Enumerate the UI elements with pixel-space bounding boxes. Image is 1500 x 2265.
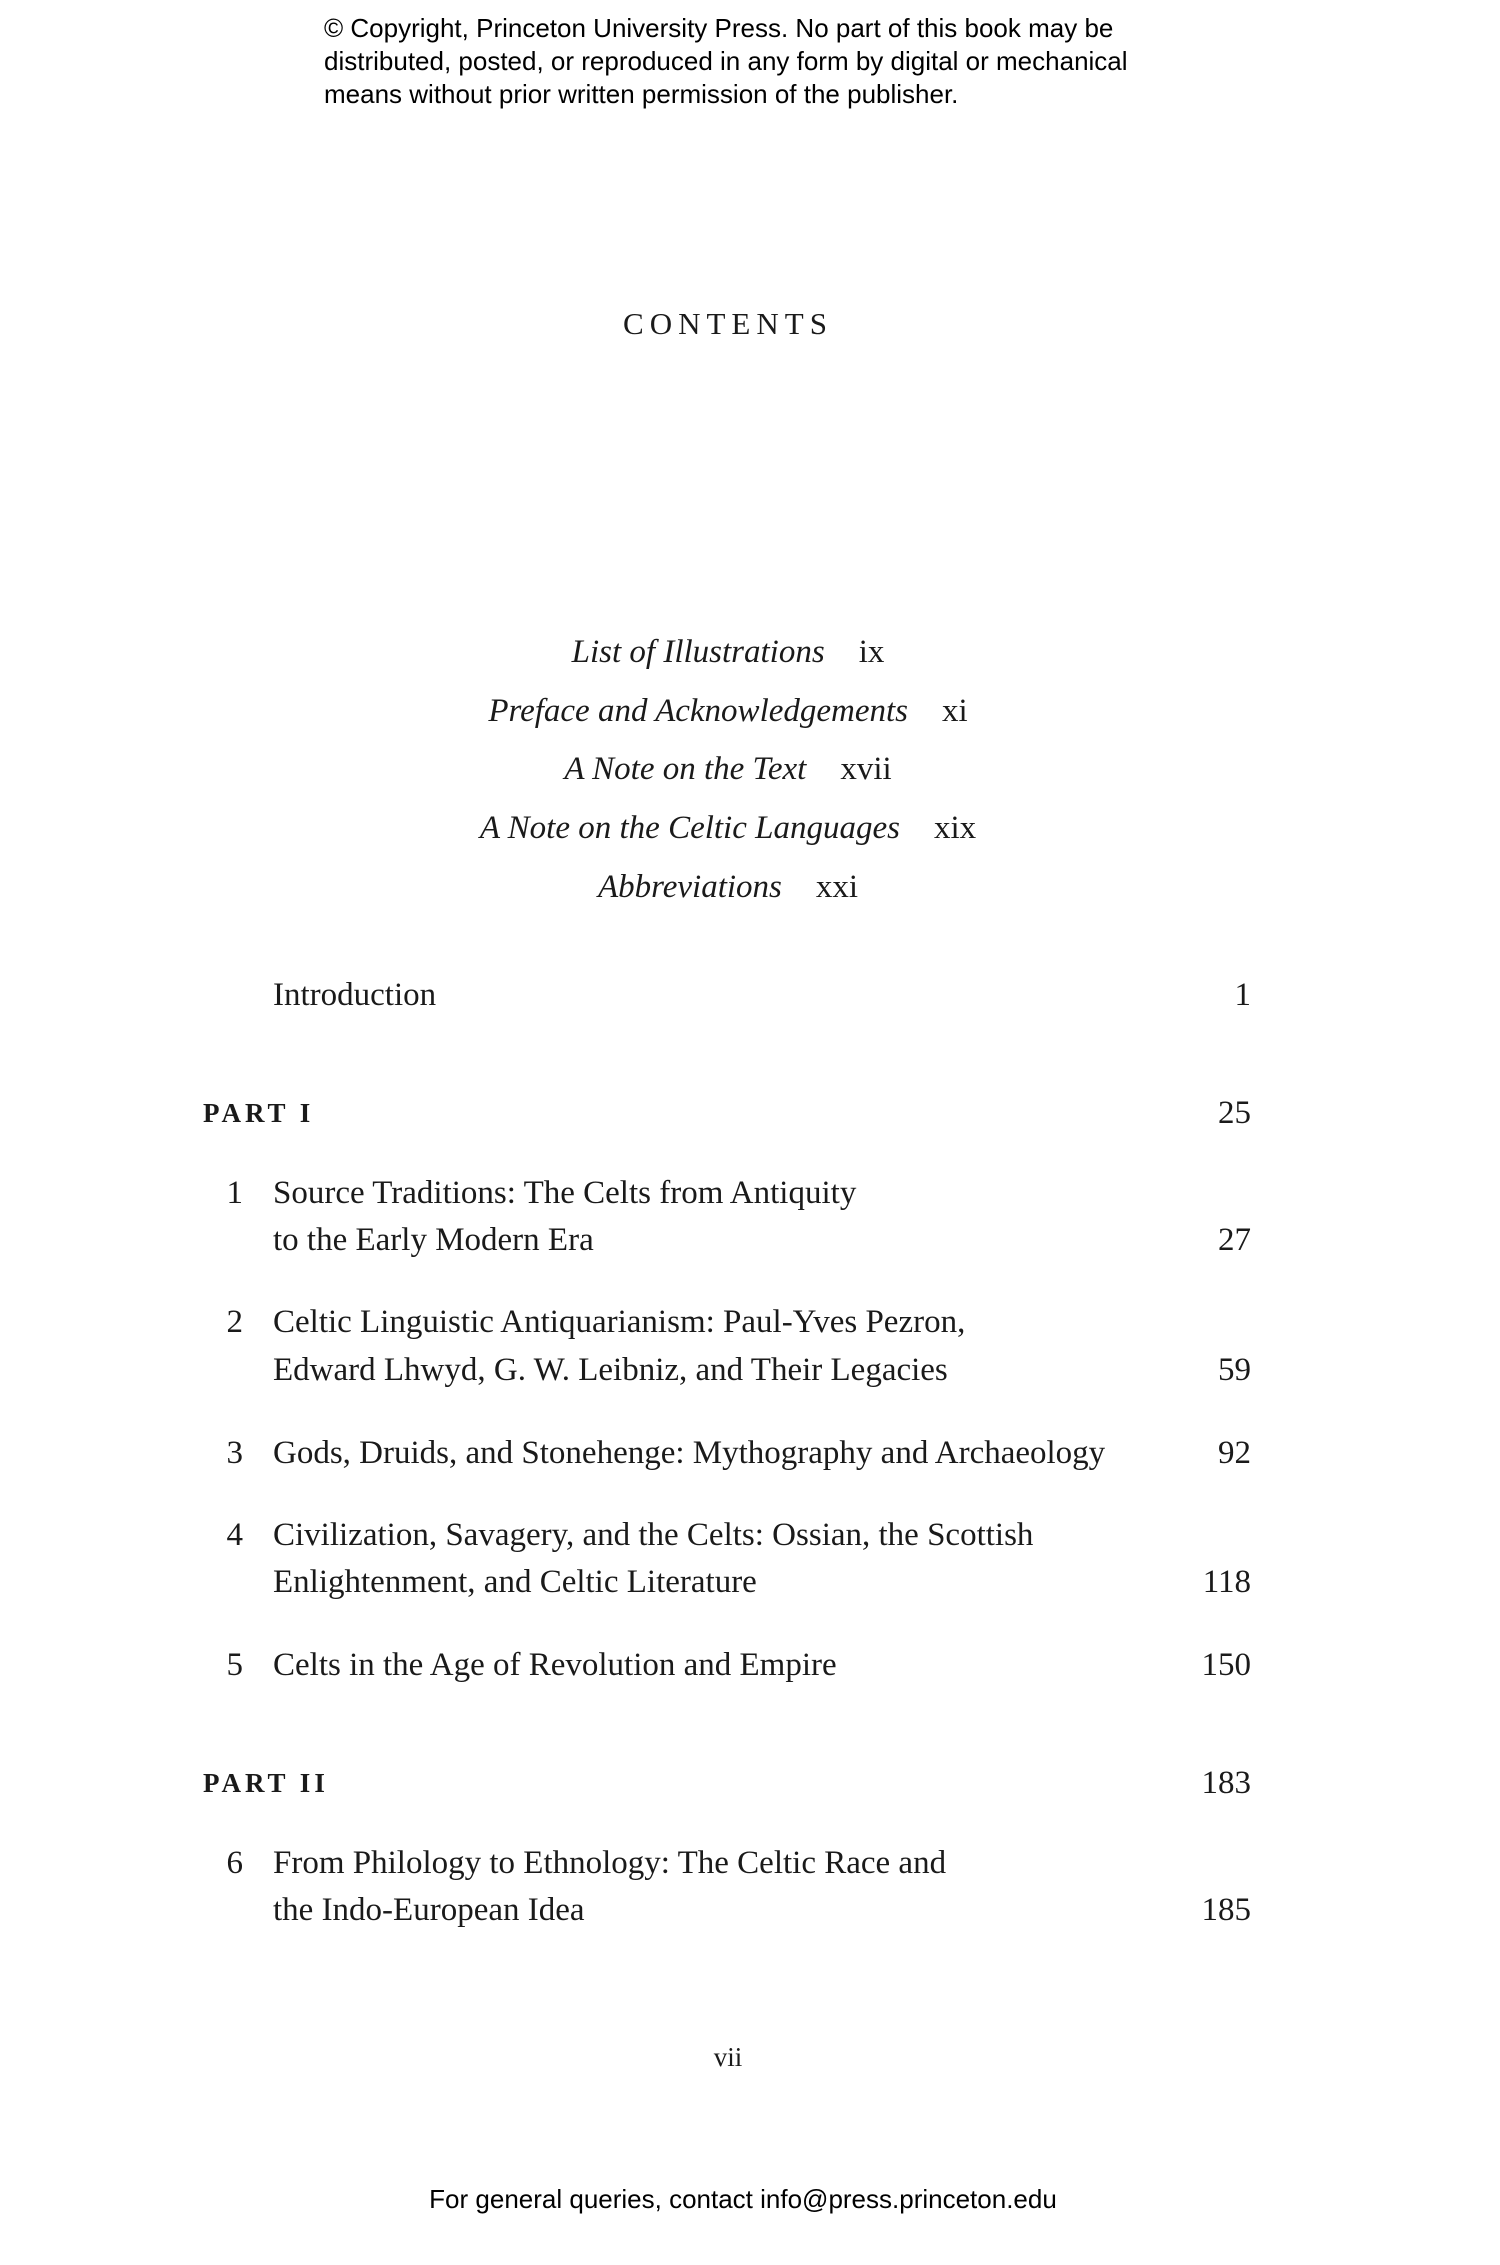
copyright-line: © Copyright, Princeton University Press. No part of this book may be [324, 13, 1114, 43]
part-label: PART II [203, 1768, 329, 1798]
entry-title: Civilization, Savagery, and the Celts: Ossian, the Scottish [273, 1517, 1034, 1553]
entry-page: 183 [1201, 1765, 1251, 1801]
entry-title: Celts in the Age of Revolution and Empire [273, 1647, 837, 1683]
entry-title: List of Illustrations [571, 634, 825, 670]
chapter-number: 1 [226, 1175, 243, 1211]
entry-title: Celtic Linguistic Antiquarianism: Paul-Yves Pezron, [273, 1304, 966, 1340]
front-matter-entry [0, 869, 1456, 906]
chapter-number: 4 [226, 1517, 243, 1553]
entry-page: xi [942, 693, 968, 729]
front-matter-entry [0, 634, 1456, 671]
entry-title: Introduction [273, 977, 437, 1013]
chapter-number: 2 [226, 1304, 243, 1340]
copyright-notice [324, 12, 1224, 111]
copyright-line: distributed, posted, or reproduced in any form by digital or mechanical [324, 46, 1128, 76]
entry-page: 92 [1218, 1435, 1251, 1471]
entry-page: 185 [1201, 1892, 1251, 1928]
part-label: PART I [203, 1098, 315, 1128]
entry-title: Source Traditions: The Celts from Antiquity [273, 1175, 857, 1211]
entry-page: 150 [1201, 1647, 1251, 1683]
entry-title: A Note on the Celtic Languages [479, 810, 900, 846]
footer-contact: For general queries, contact info@press.princeton.edu [429, 2184, 1057, 2214]
front-matter-entry [0, 693, 1456, 730]
entry-title: A Note on the Text [564, 751, 807, 787]
chapter-number: 5 [226, 1647, 243, 1683]
entry-page: ix [858, 634, 885, 670]
entry-title: From Philology to Ethnology: The Celtic Race and [273, 1845, 947, 1881]
entry-page: xvii [840, 751, 892, 787]
front-matter-entry [0, 810, 1456, 847]
entry-title: Edward Lhwyd, G. W. Leibniz, and Their Legacies [273, 1352, 948, 1388]
front-matter-entry [0, 751, 1456, 788]
page-title: CONTENTS [623, 306, 833, 341]
entry-title: the Indo-European Idea [273, 1892, 585, 1928]
entry-title: Enlightenment, and Celtic Literature [273, 1564, 757, 1600]
copyright-line: means without prior written permission of the publisher. [324, 79, 959, 109]
entry-page: 1 [1234, 977, 1251, 1013]
entry-page: 118 [1202, 1564, 1251, 1600]
entry-title: to the Early Modern Era [273, 1222, 594, 1258]
entry-page: 27 [1218, 1222, 1251, 1258]
entry-page: 25 [1218, 1095, 1251, 1131]
entry-page: xix [933, 810, 977, 846]
entry-page: xxi [815, 869, 859, 905]
entry-page: 59 [1218, 1352, 1251, 1388]
chapter-number: 6 [226, 1845, 243, 1881]
entry-title: Preface and Acknowledgements [488, 693, 909, 729]
page-number: vii [713, 2042, 743, 2072]
entry-title: Gods, Druids, and Stonehenge: Mythography and Archaeology [273, 1435, 1106, 1471]
entry-title: Abbreviations [597, 869, 782, 905]
chapter-number: 3 [226, 1435, 243, 1471]
